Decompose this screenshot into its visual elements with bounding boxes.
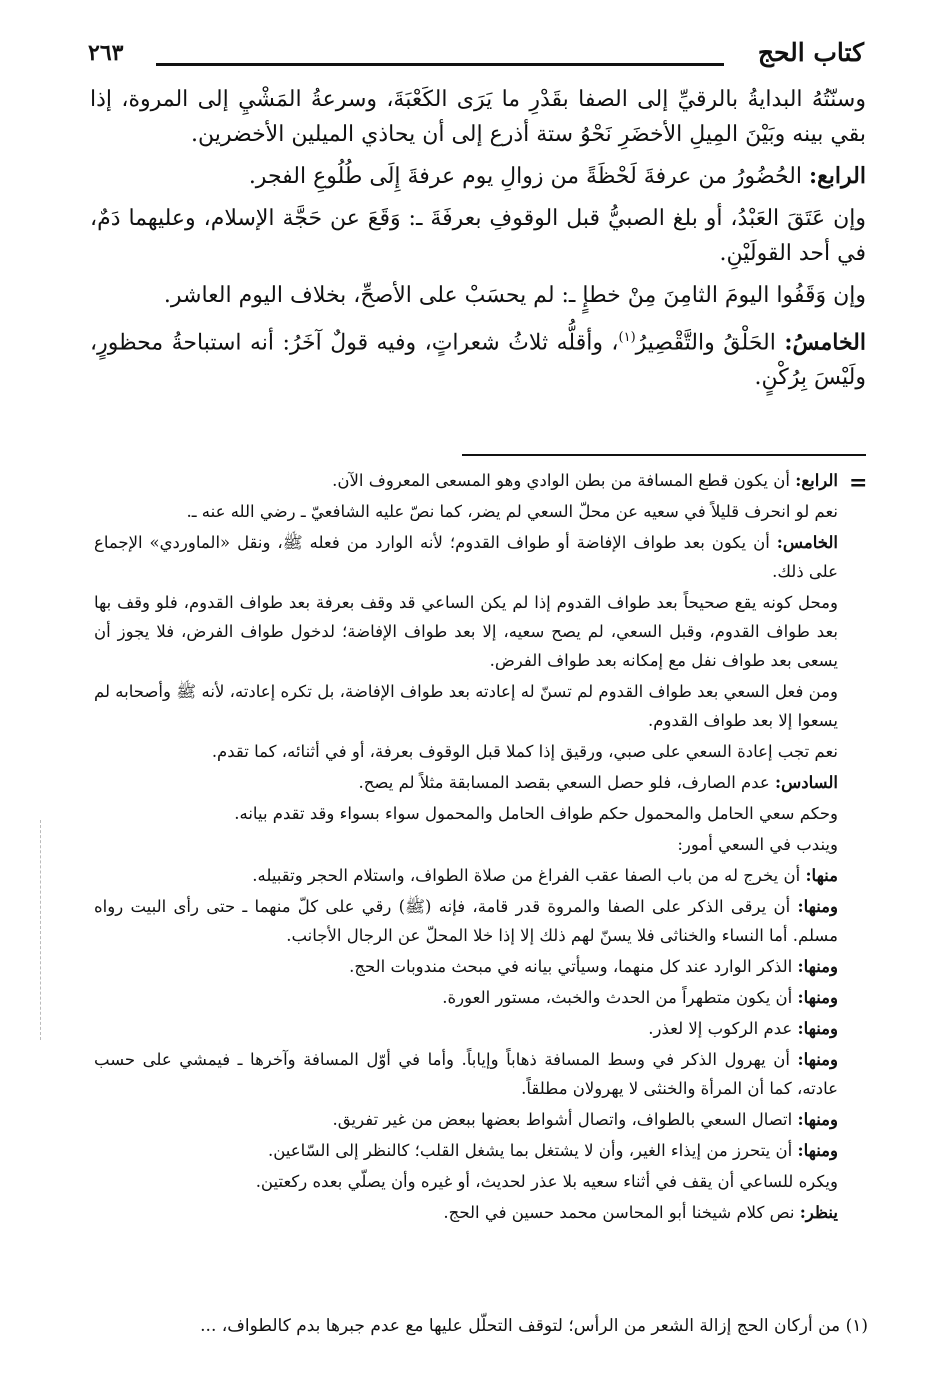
- paragraph-eighth-day: وإن وَقَفُوا اليومَ الثامِنَ مِنْ خطإٍ ـ: لم يحسَبْ على الأصحِّ، بخلاف اليوم العاشر.: [163, 283, 866, 308]
- note-item: [94, 466, 838, 495]
- page-number: ٢٦٣: [88, 40, 124, 66]
- note-item: ويندب في السعي أمور:: [677, 835, 838, 854]
- note-item: ويكره للساعي أن يقف في أثناء سعيه بلا عذر لحديث، أو غيره وأن يصلّي بعده ركعتين.: [255, 1172, 838, 1191]
- running-title: كتاب الحج: [757, 38, 864, 67]
- note-item: [94, 983, 838, 1012]
- note-item: [94, 1136, 838, 1165]
- note-text: أن يكون بعد طواف الإفاضة أو طواف القدوم؛ لأنه الوارد من فعله ﷺ، ونقل «الماوردي» الإجماع على ذلك.: [94, 533, 838, 581]
- note-lead: الخامس:: [776, 533, 838, 552]
- running-header: [88, 38, 864, 72]
- note-lead: ومنها:: [797, 1019, 838, 1038]
- paragraph-body: ، وأقلُّه ثلاثُ شعراتٍ، وفيه قولٌ آخَرُ: أنه استباحةُ محظورٍ، ولَيْسَ بِرُكْنٍ.: [90, 330, 866, 391]
- footnote-marker: (١): [845, 1316, 868, 1336]
- paragraph-fifth: [90, 320, 866, 395]
- note-lead: ومنها:: [797, 988, 838, 1007]
- note-lead: ومنها:: [797, 897, 838, 916]
- note-text: اتصال السعي بالطواف، واتصال أشواط بعضها ببعض من غير تفريق.: [332, 1110, 793, 1129]
- note-lead: ومنها:: [797, 1050, 838, 1069]
- note-item: [94, 952, 838, 981]
- note-item: [94, 768, 838, 797]
- footnote-reference[interactable]: (١): [618, 330, 636, 345]
- paragraph-lead: الرابع:: [808, 163, 866, 189]
- note-lead: منها:: [805, 866, 838, 885]
- paragraph-fourth: [90, 159, 866, 194]
- note-item: [94, 1198, 838, 1227]
- paragraph-lead: الخامسُ:: [784, 329, 867, 356]
- note-item: ومحل كونه يقع صحيحاً بعد طواف القدوم إذا لم يكن الساعي قد وقف بعرفة بعد طواف القدوم، فلو وقف بها بعد طواف القدوم، وقبل السعي، لم يصح سعيه، إلا بعد طواف الإفاضة؛ لدخول طواف الفرض، فلا يجوز أن يسعى بعد طواف نفل مع إمكانه بعد طواف الفرض.: [94, 593, 838, 670]
- note-lead: السادس:: [775, 773, 838, 792]
- note-item: [94, 892, 838, 950]
- commentary-notes: [94, 466, 838, 1229]
- note-lead: ومنها:: [797, 1141, 838, 1160]
- note-text: عدم الصارف، فلو حصل السعي بقصد المسابقة مثلاً لم يصح.: [358, 773, 770, 792]
- note-text: أن يهرول الذكر في وسط المسافة ذهاباً وإياباً. وأما في أوّل المسافة وآخرها ـ فيمشي على حسب عادته، كما أن المرأة والخنثى لا يهرولان مطلقاً.: [94, 1050, 838, 1098]
- note-text: أن يخرج له من باب الصفا عقب الفراغ من صلاة الطواف، واستلام الحجر وتقبيله.: [252, 866, 801, 885]
- main-text: [90, 82, 866, 402]
- note-item: [94, 1014, 838, 1043]
- continuation-mark: =: [849, 470, 868, 496]
- paragraph-body: الحُضُورُ من عرفةَ لَحْظَةً من زوالِ يوم عرفةَ إِلَى طُلُوعِ الفجر.: [248, 164, 802, 189]
- note-text: أن يرقى الذكر على الصفا والمروة قدر قامة، فإنه (ﷺ) رقي على كلّ منهما ـ حتى رأى البيت رواه مسلم. أما النساء والخناثى فلا يسنّ لهم ذلك إلا إذا خلا المحلّ عن الرجال الأجانب.: [94, 897, 838, 945]
- note-item: [94, 1105, 838, 1134]
- scan-margin-artifact: [40, 820, 42, 1040]
- note-item: [94, 1045, 838, 1103]
- paragraph-freed-slave: وإن عَتَقَ العَبْدُ، أو بلغ الصبيُّ قبل الوقوفِ بعرفَةَ ـ: وَقَعَ عن حَجَّة الإسلام، وعليهما دَمٌ، في أحد القولَيْنِ.: [90, 206, 866, 266]
- note-lead: الرابع:: [795, 471, 838, 490]
- note-item: نعم تجب إعادة السعي على صبي، ورقيق إذا كملا قبل الوقوف بعرفة، أو في أثنائه، كما تقدم.: [211, 742, 838, 761]
- note-item: ومن فعل السعي بعد طواف القدوم لم تسنّ له إعادته بعد طواف الإفاضة، بل تكره إعادته، لأنه ﷺ وأصحابه لم يسعوا إلا بعد طواف القدوم.: [94, 682, 838, 730]
- note-text: نص كلام شيخنا أبو المحاسن محمد حسين في الحج.: [443, 1203, 795, 1222]
- note-item: وحكم سعي الحامل والمحمول حكم طواف الحامل والمحمول سواء بسواء وقد تقدم بيانه.: [234, 804, 838, 823]
- note-lead: ومنها:: [797, 957, 838, 976]
- paragraph-sunnah: وسنّتُهُ البدايةُ بالرقيِّ إلى الصفا بقَدْرِ ما يَرَى الكَعْبَةَ، وسرعةُ المَشْيِ إلى المروة، إذا بقي بينه وبَيْنَ المِيلِ الأخضَرِ نَحْوُ ستة أذرع إلى أن يحاذي الميلين الأخضرين.: [90, 87, 866, 147]
- note-lead: ومنها:: [797, 1110, 838, 1129]
- header-rule: [156, 63, 724, 66]
- note-text: عدم الركوب إلا لعذر.: [648, 1019, 793, 1038]
- note-text: أن يكون قطع المسافة من بطن الوادي وهو المسعى المعروف الآن.: [332, 471, 790, 490]
- note-lead: ينظر:: [799, 1203, 838, 1222]
- note-item: [94, 861, 838, 890]
- note-text: الذكر الوارد عند كل منهما، وسيأتي بيانه في مبحث مندوبات الحج.: [349, 957, 793, 976]
- paragraph-body: الحَلْقُ والتَّقْصِيرُ: [635, 330, 776, 356]
- footnote: [94, 1312, 868, 1340]
- note-item: نعم لو انحرف قليلاً في سعيه عن محلّ السعي لم يضر، كما نصّ عليه الشافعيّ ـ رضي الله عنه ـ.: [186, 502, 838, 521]
- footnote-text: من أركان الحج إزالة الشعر من الرأس؛ لتوقف التحلّل عليها مع عدم جبرها بدم كالطواف، ...: [200, 1316, 841, 1336]
- notes-separator: [462, 454, 866, 456]
- note-text: أن يكون متطهراً من الحدث والخبث، مستور العورة.: [442, 988, 793, 1007]
- note-text: أن يتحرز من إيذاء الغير، وأن لا يشتغل بما يشغل القلب؛ كالنظر إلى السّاعين.: [267, 1141, 793, 1160]
- note-item: [94, 528, 838, 586]
